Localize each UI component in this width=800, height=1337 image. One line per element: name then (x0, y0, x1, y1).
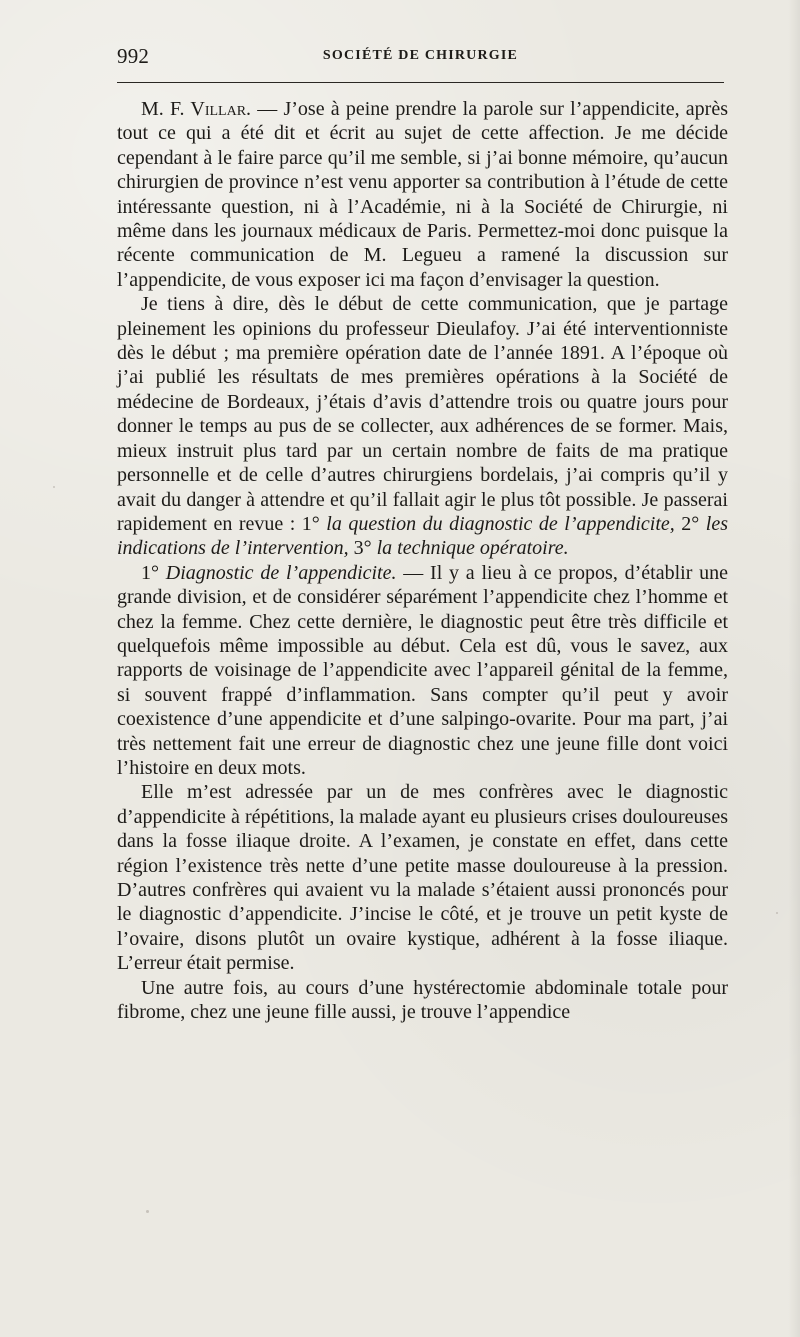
header-divider (117, 82, 724, 83)
page-edge-shadow (788, 0, 800, 1337)
article-body (117, 97, 728, 1024)
topic-indications: les indications de l’intervention, (117, 512, 728, 560)
paragraph-1-text: — J’ose à peine prendre la parole sur l’appendicite, après tout ce qui a été dit et écrit au sujet de cette affection. Je me décide cependant à le faire parce qu’il me semble, si j’ai bonne mémoire, qu’aucun chirurgien de province n’est venu apporter sa contribution à l’étude de cette intéressante question, ni à l’Académie, ni à la Société de Chirurgie, ni même dans les journaux médicaux de Paris. Permettez-moi donc puisque la récente communication de M. Legueu a ramené la discussion sur l’appendicite, de vous exposer ici ma façon d’envisager la question. (117, 98, 728, 291)
paragraph-3-text: — Il y a lieu à ce propos, d’établir une grande division, et de considérer séparément l’appendicite chez l’homme et chez la femme. Chez cette dernière, le diagnostic peut être très difficile et quelquefois même impossible au début. Cela est dû, vous le savez, aux rapports de voisinage de l’appendicite avec l’appareil génital de la femme, si souvent frappé d’inflammation. Sans compter qu’il peut y avoir coexistence d’une appendicite et d’une salpingo-ovarite. Pour ma part, j’ai très nettement fait une erreur de diagnostic chez une jeune fille dont voici l’histoire en deux mots. (117, 561, 729, 779)
section-heading: Diagnostic de l’appendicite. (165, 561, 397, 584)
page-header (117, 40, 724, 74)
paragraph-2-text-mid-1: 2° (674, 512, 706, 535)
page-number: 992 (117, 44, 150, 68)
paragraph-5: Une autre fois, au cours d’une hystérectomie abdominale totale pour fibrome, chez une jeune fille aussi, je trouve l’appendice (117, 976, 728, 1024)
speaker-name: M. F. Villar. (141, 98, 252, 120)
topic-diagnostic: la question du diagnostic de l’appendicite, (326, 512, 675, 535)
paper-speck (146, 1210, 149, 1213)
paragraph-3 (117, 561, 728, 781)
paragraph-2 (117, 292, 728, 560)
paper-speck (53, 486, 55, 488)
paragraph-2-text-start: Je tiens à dire, dès le début de cette communication, que je partage pleinement les opinions du professeur Dieulafoy. J’ai été interventionniste dès le début ; ma première opération date de l’année 1891. A l’époque où j’ai publié les résultats de mes premières opérations à la Société de médecine de Bordeaux, j’étais d’avis d’attendre trois ou quatre jours pour donner le temps au pus de se collecter, aux adhérences de se former. Mais, mieux instruit plus tard par un certain nombre de faits de ma pratique personnelle et de celle d’autres chirurgiens bordelais, j’ai compris qu’il y avait du danger à attendre et qu’il fallait agir le plus tôt possible. Je passerai rapidement en revue : 1° (117, 293, 728, 535)
paragraph-1 (117, 97, 728, 292)
paragraph-4: Elle m’est adressée par un de mes confrères avec le diagnostic d’appendicite à répétitions, la malade ayant eu plusieurs crises douloureuses dans la fosse iliaque droite. A l’examen, je constate en effet, dans cette région l’existence très nette d’une petite masse douloureuse à la pression. D’autres confrères qui avaient vu la malade s’étaient aussi prononcés pour le diagnostic d’appendicite. J’incise le côté, et je trouve un petit kyste de l’ovaire, disons plutôt un ovaire kystique, adhérent à la fosse iliaque. L’erreur était permise. (117, 781, 728, 975)
paper-speck (776, 912, 778, 914)
topic-technique: la technique opératoire. (376, 537, 569, 560)
running-head: SOCIÉTÉ DE CHIRURGIE (322, 48, 519, 63)
paragraph-2-text-mid-2: 3° (348, 537, 377, 560)
section-number: 1° (141, 561, 166, 584)
